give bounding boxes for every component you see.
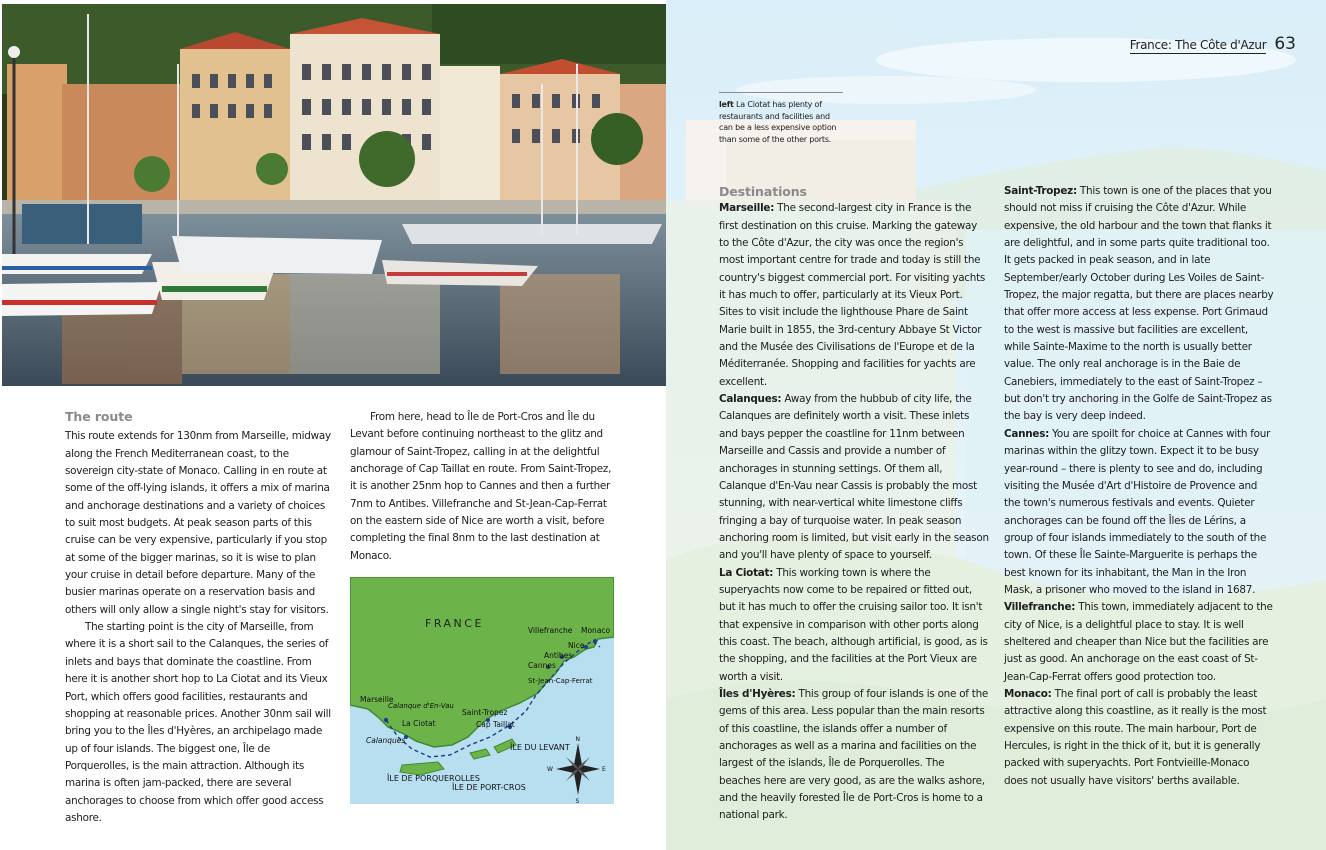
destination-entry — [1004, 599, 1276, 686]
destination-name: Cannes: — [1004, 427, 1050, 440]
page-number: 63 — [1274, 34, 1296, 54]
caption-text: La Ciotat has plenty of restaurants and facilities and can be a less expensive option than some of the other ports. — [719, 100, 837, 144]
map-label-st-jean-cap-ferrat: St-Jean-Cap-Ferrat — [528, 677, 593, 685]
port-dot — [384, 718, 388, 722]
compass-n: N — [575, 736, 580, 743]
map-label-marseille: Marseille — [360, 695, 394, 704]
destination-text: This group of four islands is one of the gems of this area. Less popular than the main resorts of this coastline, the islands offer a number of anchorages as well as a marina and facilities on the largest of the islands, Île de Porquerolles. The beaches here are very good, as are the walks ashore, and the heavily forested Île de Port-Cros is home to a national park. — [719, 687, 989, 822]
map-country-label: FRANCE — [425, 617, 484, 630]
photo-caption — [719, 92, 843, 145]
route-paragraph: The starting point is the city of Marseille, from where it is a short sail to the Calanques, the series of inlets and bays that dominate the coastline. From here it is another short hop to La Ciotat and its Vieux Port, which offers good facilities, restaurants and shopping at reasonable prices. Another 30nm sail will bring you to the Îles d'Hyères, an archipelago made up of four islands. The biggest one, Île de Porquerolles, is the main attraction. Although its marina is often jam-packed, there are several anchorages to choose from which offer good access ashore. — [65, 621, 331, 824]
map-label-ile-de-port-cros: ÎLE DE PORT-CROS — [452, 783, 526, 792]
route-column-1 — [65, 408, 333, 827]
compass-s: S — [575, 798, 580, 804]
destinations-column-2 — [1004, 183, 1276, 790]
destination-text: The second-largest city in France is the first destination on this cruise. Marking the gateway to the Côte d'Azur, the city was once the region's most important centre for trade and today is still the country's biggest commercial port. For visiting yachts it has much to offer, particularly at its Vieux Port. Sites to visit include the lighthouse Phare de Saint Marie built in 1855, the 3rd-century Abbaye St Victor and the Musée des Civilisations de l'Europe et de la Méditerranée. Shopping and facilities for yachts are excellent. — [719, 202, 986, 388]
chapter-title: France: The Côte d'Azur — [1129, 38, 1267, 52]
destination-text: This working town is where the superyachts now come to be repaired or fitted out, but it has much to offer the cruising sailor too. It isn't that expensive in comparison with other ports along this coast. The beach, although artificial, is good, as is the shopping, and the facilities at the Port Vieux are worth a visit. — [719, 566, 988, 683]
destination-text: The final port of call is probably the least attractive along this coastline, as it really is the most expensive on this route. The main harbour, Port de Hercules, is right in the thick of it, but it is generally packed with superyachts. Port Fontvieille-Monaco does not usually have visitors' berths available. — [1004, 687, 1267, 787]
route-heading: The route — [65, 409, 133, 424]
destination-text: This town, immediately adjacent to the city of Nice, is a delightful place to stay. It is well sheltered and cheaper than Nice but the facilities are just as good. An anchorage on the east coast of St-Jean-Cap-Ferrat offers good protection too. — [1004, 601, 1273, 683]
destination-name: Monaco: — [1004, 687, 1052, 700]
map-label-cap-taillat: Cap Taillat — [476, 720, 515, 729]
running-head — [1130, 34, 1296, 54]
destination-text: You are spoilt for choice at Cannes with four marinas within the glitzy town. Expect it to be busy year-round – there is plenty to see and do, including visiting the Musée d'Art d'Histoire de Provence and the town's numerous festivals and events. Quieter anchorages can be found off the Îles de Lérins, a group of four islands immediately to the south of the town. Of these Île Sainte-Marguerite is perhaps the best known for its inhabitant, the Man in the Iron Mask, a prisoner who moved to the island in 1687. — [1004, 427, 1271, 596]
destination-text: This town is one of the places that you should not miss if cruising the Côte d'Azur. While expensive, the old harbour and the town that flanks it are delightful, and in some parts quite traditional too. It gets packed in peak season, and in late September/early October during Les Voiles de Saint-Tropez, the major regatta, but there are places nearby that offer more access at less expense. Port Grimaud to the west is massive but facilities are excellent, while Sainte-Maxime to the north is usually better value. The only real anchorage is in the Baie de Canebiers, immediately to the east of Saint-Tropez – but don't try anchoring in the Golfe de Saint-Tropez as the bay is very deep indeed. — [1004, 185, 1274, 423]
destination-text: Away from the hubbub of city life, the Calanques are definitely worth a visit. These inlets and bays pepper the coastline for 11nm between Marseille and Cassis and provide a number of anchorages in stunning settings. Of them all, Calanque d'En-Vau near Cassis is probably the most stunning, with near-vertical white limestone cliffs fringing a bay of turquoise water. In peak season anchoring room is limited, but visit early in the season and you'll have plenty of space to yourself. — [719, 393, 989, 562]
map-label-nice: Nice — [568, 641, 585, 650]
map-label-la-ciotat: La Ciotat — [402, 719, 436, 728]
destination-name: La Ciotat: — [719, 566, 774, 579]
destination-name: Calanques: — [719, 393, 782, 406]
map-label-ile-du-levant: ÎLE DU LEVANT — [510, 743, 570, 752]
map-label-monaco: Monaco — [581, 626, 611, 635]
route-paragraph: From here, head to Île de Port-Cros and Île du Levant before continuing northeast to the glitz and glamour of Saint-Tropez, calling in at the delightful anchorage of Cap Taillat en route. From Saint-Tropez, it is another 25nm hop to Cannes and then a further 7nm to Antibes. Villefranche and St-Jean-Cap-Ferrat on the eastern side of Nice are worth a visit, before completing the final 8nm to the last destination at Monaco. — [350, 411, 612, 562]
map-label-saint-tropez: Saint-Tropez — [462, 708, 508, 717]
destination-name: Marseille: — [719, 202, 775, 215]
compass-e: E — [602, 766, 606, 773]
map-label-ile-de-porquerolles: ÎLE DE PORQUEROLLES — [387, 774, 480, 783]
route-column-2 — [350, 409, 616, 565]
port-dot — [593, 639, 597, 643]
destination-entry — [719, 391, 989, 564]
right-page — [666, 0, 1326, 850]
route-map — [350, 577, 614, 804]
port-dot — [584, 645, 588, 649]
destination-name: Saint-Tropez: — [1004, 185, 1077, 197]
destination-name: Villefranche: — [1004, 601, 1076, 614]
destination-name: Îles d'Hyères: — [719, 687, 796, 700]
route-paragraph: This route extends for 130nm from Marseille, midway along the French Mediterranean coast, to the sovereign city-state of Monaco. Calling in en route at some of the off-lying islands, it offers a mix of marina and anchorage destinations and a variety of choices to suit most budgets. At peak season parts of this cruise can be very expensive, particularly if you stop at some of the bigger marinas, so it is wise to plan your cruise in detail before departure. Many of the busier marinas operate on a reservation basis and others will only allow a single night's stay for visitors. — [65, 430, 331, 616]
destinations-column-1 — [719, 183, 989, 825]
destination-entry — [719, 200, 989, 391]
destinations-heading: Destinations — [719, 184, 807, 199]
map-label-calanques: Calanques — [366, 736, 406, 745]
destination-entry — [1004, 686, 1276, 790]
caption-label: left — [719, 100, 734, 109]
compass-w: W — [547, 766, 553, 773]
destination-entry — [1004, 183, 1276, 426]
destination-entry — [1004, 426, 1276, 599]
map-label-antibes: Antibes — [544, 651, 573, 660]
destination-entry — [719, 565, 989, 686]
map-label-villefranche: Villefranche — [528, 626, 573, 635]
map-label-calanque-en-vau: Calanque d'En-Vau — [388, 702, 454, 710]
harbour-photo — [2, 4, 666, 386]
destination-entry — [719, 686, 989, 825]
map-label-cannes: Cannes — [528, 661, 556, 670]
